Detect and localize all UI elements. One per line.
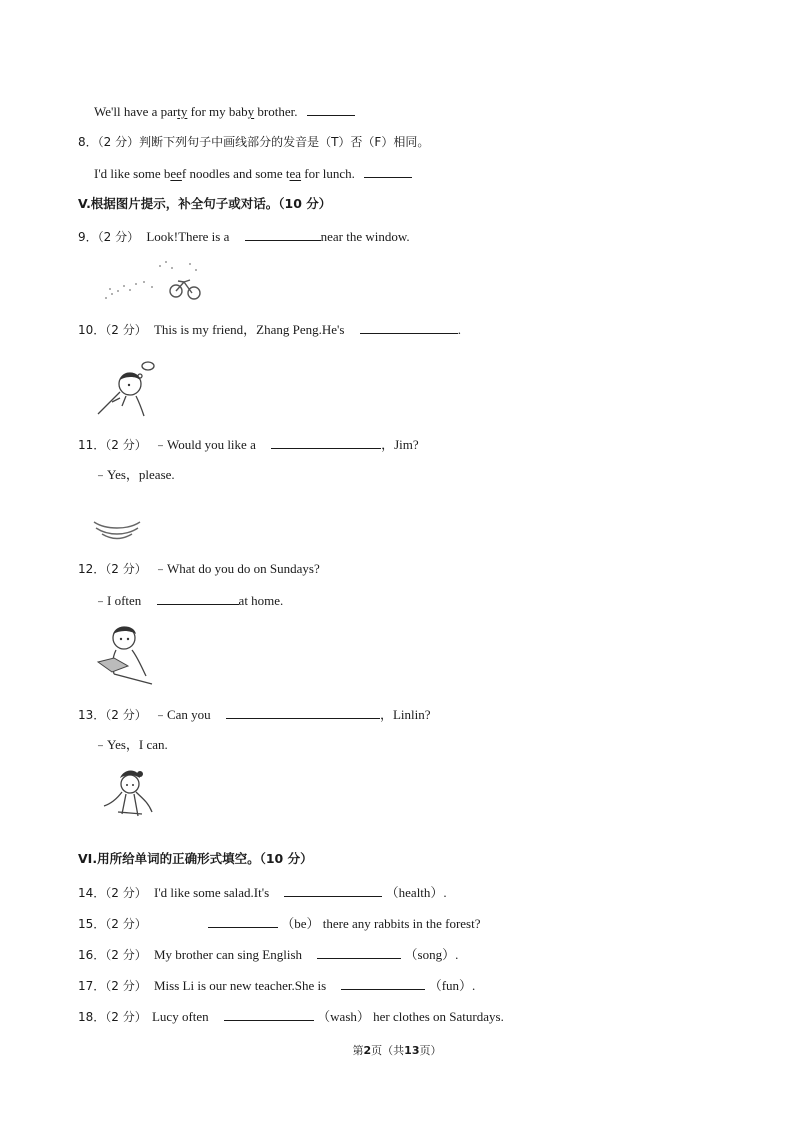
- boy-reading-picture: [94, 622, 160, 690]
- girl-dancing-picture: [100, 768, 156, 822]
- q8-label: 8．（2 分）判断下列句子中画线部分的发音是（T）否（F）相同。: [78, 135, 430, 149]
- page-number: 2: [363, 1044, 372, 1057]
- q15-answer-blank[interactable]: [208, 914, 278, 928]
- q7-sentence: We'll have a party for my baby brother.: [94, 102, 355, 121]
- q11-answer: ﹣Yes，please.: [94, 467, 175, 482]
- q18-answer-blank[interactable]: [224, 1007, 314, 1021]
- q17: 17．（2 分） Miss Li is our new teacher.She is （fun）.: [78, 978, 476, 993]
- q8-sentence: I'd like some beef noodles and some tea for lunch.: [94, 164, 412, 183]
- q9: 9．（2 分） Look!There is a near the window.: [78, 229, 410, 244]
- q10: 10．（2 分） This is my friend，Zhang Peng.He's .: [78, 322, 461, 337]
- q12-answer: ﹣I often at home.: [94, 593, 284, 608]
- q13: 13．（2 分） ﹣Can you ，Linlin?: [78, 707, 431, 722]
- food-picture: [92, 516, 142, 544]
- q13-answer-blank[interactable]: [226, 705, 380, 719]
- page-total: 13: [404, 1044, 420, 1057]
- q18: 18．（2 分） Lucy often （wash） her clothes on Saturdays.: [78, 1009, 504, 1024]
- q14-answer-blank[interactable]: [284, 883, 382, 897]
- q8-answer-blank[interactable]: [364, 164, 412, 178]
- q16-answer-blank[interactable]: [317, 945, 401, 959]
- q14: 14．（2 分） I'd like some salad.It's （health）.: [78, 885, 447, 900]
- q9-answer-blank[interactable]: [245, 227, 321, 241]
- page-footer: 第2页（共13页）: [352, 1044, 442, 1057]
- q16: 16．（2 分） My brother can sing English （song）.: [78, 947, 459, 962]
- q15: 15．（2 分） （be） there any rabbits in the forest?: [78, 916, 481, 931]
- q11: 11．（2 分） ﹣Would you like a ，Jim?: [78, 437, 419, 452]
- q13-answer: ﹣Yes，I can.: [94, 737, 168, 752]
- section-5-title: V.根据图片提示，补全句子或对话。（10 分）: [78, 196, 332, 211]
- boy-thinking-picture: [92, 356, 160, 420]
- q10-answer-blank[interactable]: [360, 320, 458, 334]
- q12-answer-blank[interactable]: [157, 591, 239, 605]
- section-6-title: VI.用所给单词的正确形式填空。（10 分）: [78, 851, 313, 866]
- q7-answer-blank[interactable]: [307, 102, 355, 116]
- bike-picture: [100, 258, 204, 304]
- q11-answer-blank[interactable]: [271, 435, 381, 449]
- q12: 12．（2 分） ﹣What do you do on Sundays?: [78, 561, 320, 576]
- q17-answer-blank[interactable]: [341, 976, 425, 990]
